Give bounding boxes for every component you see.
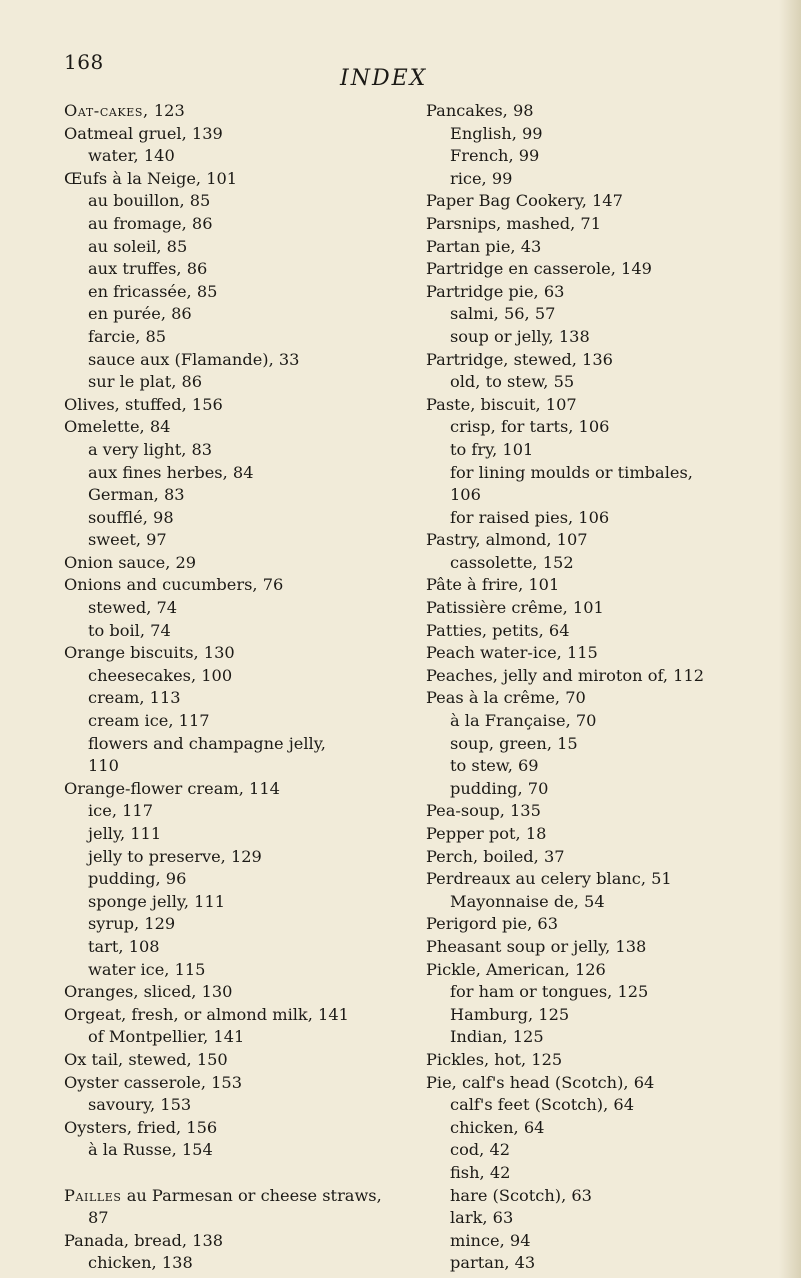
index-subentry: chicken, 138 [88,1253,193,1273]
index-subentry: soup, green, 15 [450,733,578,753]
index-subentry: aux truffes, 86 [88,259,208,279]
index-entry: Partan pie, 43 [426,236,542,256]
index-subentry: aux fines herbes, 84 [88,462,254,482]
page-number: 168 [64,50,104,74]
index-subentry: savoury, 153 [88,1095,192,1115]
index-entry: Orgeat, fresh, or almond milk, 141 [64,1004,349,1024]
index-subentry: to boil, 74 [88,620,171,640]
index-subentry: Indian, 125 [450,1027,544,1047]
index-subentry: chicken, 64 [450,1117,545,1137]
index-subentry: cream ice, 117 [88,711,210,731]
running-head: INDEX [340,66,428,91]
index-entry: Orange biscuits, 130 [64,643,235,663]
index-subentry: en purée, 86 [88,304,192,324]
index-entry: Pheasant soup or jelly, 138 [426,936,647,956]
index-entry: Peach water-ice, 115 [426,643,598,663]
index-entry: Pickle, American, 126 [426,959,606,979]
index-entry: Pâte à frire, 101 [426,575,560,595]
index-entry: Patissière crême, 101 [426,598,604,618]
index-entry: Oranges, sliced, 130 [64,982,233,1002]
index-subentry: a very light, 83 [88,439,213,459]
index-entry: Paper Bag Cookery, 147 [426,191,623,211]
index-entry: Oat-cakes, 123 [64,101,185,120]
index-subentry: au bouillon, 85 [88,191,211,211]
index-subentry: à la Russe, 154 [88,1140,213,1160]
index-entry: Perch, boiled, 37 [426,846,565,866]
index-subentry: mince, 94 [450,1230,531,1250]
index-subentry: au fromage, 86 [88,213,213,233]
index-subentry: fish, 42 [450,1162,511,1182]
index-subentry: ice, 117 [88,801,154,821]
index-subentry: rice, 99 [450,168,513,188]
index-subentry: calf's feet (Scotch), 64 [450,1095,635,1115]
index-subentry: stewed, 74 [88,598,178,618]
index-subentry: English, 99 [450,123,543,143]
index-subentry: of Montpellier, 141 [88,1027,245,1047]
index-entry: Perdreaux au celery blanc, 51 [426,869,672,889]
index-entry: Oysters, fried, 156 [64,1117,218,1137]
index-entry: Pailles au Parmesan or cheese straws, [64,1185,382,1205]
index-column-right [426,100,784,1275]
index-subentry: Mayonnaise de, 54 [450,891,605,911]
index-subentry: cod, 42 [450,1140,511,1160]
index-subentry: German, 83 [88,485,185,505]
index-entry: Pea-soup, 135 [426,801,541,821]
index-entry: Oatmeal gruel, 139 [64,123,223,143]
index-subentry: crisp, for tarts, 106 [450,417,610,437]
index-subentry: syrup, 129 [88,914,176,934]
index-continuation: 87 [88,1208,109,1228]
index-subentry: soup or jelly, 138 [450,326,590,346]
index-subentry: à la Française, 70 [450,711,597,731]
index-subentry: hare (Scotch), 63 [450,1185,592,1205]
index-entry: Pancakes, 98 [426,101,534,120]
index-subentry: farcie, 85 [88,326,167,346]
index-entry: Pie, calf's head (Scotch), 64 [426,1072,655,1092]
index-subentry: water, 140 [88,146,175,166]
index-entry: Œufs à la Neige, 101 [64,168,238,188]
index-subentry: tart, 108 [88,936,160,956]
index-subentry: old, to stew, 55 [450,372,575,392]
index-subentry: sweet, 97 [88,530,167,550]
index-subentry: en fricassée, 85 [88,281,218,301]
index-subentry: lark, 63 [450,1208,514,1228]
index-entry: Panada, bread, 138 [64,1230,224,1250]
index-continuation: 106 [450,485,481,505]
index-subentry: for ham or tongues, 125 [450,982,649,1002]
index-subentry: water ice, 115 [88,959,206,979]
index-subentry: Hamburg, 125 [450,1004,570,1024]
index-entry: Perigord pie, 63 [426,914,559,934]
index-entry: Partridge, stewed, 136 [426,349,613,369]
index-entry: Orange-flower cream, 114 [64,778,280,798]
index-entry: Onion sauce, 29 [64,552,197,572]
index-subentry: partan, 43 [450,1253,536,1273]
index-subentry: salmi, 56, 57 [450,304,556,324]
index-subentry: au soleil, 85 [88,236,188,256]
index-column-left [64,100,409,1275]
index-subentry: to stew, 69 [450,756,539,776]
index-subentry: jelly, 111 [88,824,162,843]
index-entry: Peas à la crême, 70 [426,688,586,708]
index-subentry: to fry, 101 [450,439,534,459]
index-subentry: flowers and champagne jelly, [88,733,326,753]
index-entry: Partridge en casserole, 149 [426,259,652,279]
index-subentry: sponge jelly, 111 [88,891,226,911]
index-entry: Pickles, hot, 125 [426,1049,563,1069]
index-entry: Olives, stuffed, 156 [64,394,223,414]
index-entry: Patties, petits, 64 [426,620,570,640]
index-subentry: cream, 113 [88,688,181,708]
index-subentry: cassolette, 152 [450,552,574,572]
index-entry: Paste, biscuit, 107 [426,394,577,414]
index-entry: Partridge pie, 63 [426,281,565,301]
index-subentry: for lining moulds or timbales, [450,462,693,482]
index-subentry: jelly to preserve, 129 [88,846,262,866]
index-subentry: sur le plat, 86 [88,372,203,392]
index-subentry: soufflé, 98 [88,507,174,527]
index-entry: Parsnips, mashed, 71 [426,213,601,233]
index-entry: Pepper pot, 18 [426,824,547,843]
index-subentry: pudding, 70 [450,778,549,798]
index-entry: Onions and cucumbers, 76 [64,575,284,595]
index-subentry: French, 99 [450,146,540,166]
index-entry: Pastry, almond, 107 [426,530,588,550]
index-subentry: for raised pies, 106 [450,507,610,527]
index-subentry: cheesecakes, 100 [88,665,233,685]
index-entry: Omelette, 84 [64,417,171,437]
index-subentry: pudding, 96 [88,869,187,889]
index-entry: Oyster casserole, 153 [64,1072,243,1092]
index-continuation: 110 [88,756,119,776]
page-header [0,50,801,90]
index-entry: Ox tail, stewed, 150 [64,1049,228,1069]
index-entry: Peaches, jelly and miroton of, 112 [426,665,705,685]
index-subentry: sauce aux (Flamande), 33 [88,349,300,369]
